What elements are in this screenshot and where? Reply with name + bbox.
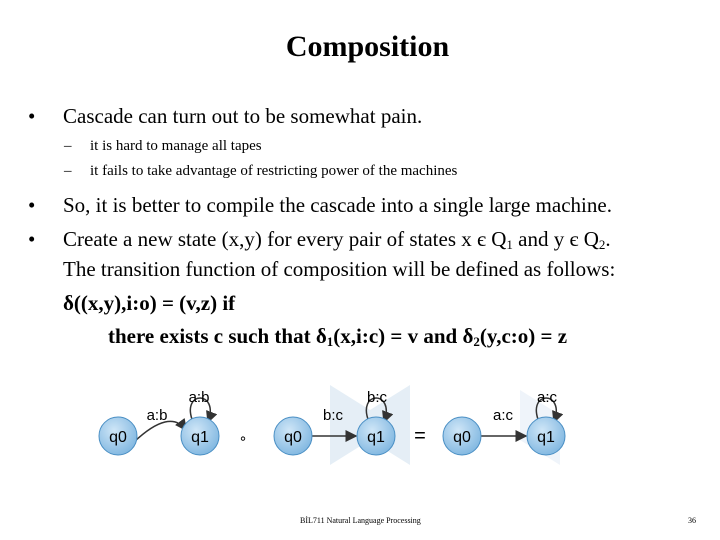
definition-line: The transition function of composition will be defined as follows: xyxy=(63,257,616,281)
bullet-text: Cascade can turn out to be somewhat pain. xyxy=(63,104,423,128)
state-label: q0 xyxy=(109,429,127,446)
equals-operator: = xyxy=(414,425,426,447)
sub-item-text: it is hard to manage all tapes xyxy=(90,138,262,154)
loop-label: b:c xyxy=(366,389,388,406)
formula-line: δ((x,y),i:o) = (v,z) if xyxy=(63,291,236,315)
page-number: 36 xyxy=(688,516,696,525)
condition-line xyxy=(108,323,567,349)
bullet-marker: • xyxy=(28,227,36,251)
q-subscript-2: 2 xyxy=(598,237,606,252)
delta-subscript-1: 1 xyxy=(326,334,334,349)
state-label: q0 xyxy=(453,429,471,446)
dash-marker: – xyxy=(64,163,72,179)
edge-label: a:c xyxy=(492,407,514,424)
and-y-text: and y є Q xyxy=(512,227,599,251)
sub-item-restricting xyxy=(64,162,457,180)
edge-label: a:b xyxy=(146,407,168,424)
fst-machine-3 xyxy=(443,389,565,455)
bullet-marker: • xyxy=(28,104,36,128)
sub-item-tapes xyxy=(64,137,262,155)
loop-label: a:b xyxy=(188,389,210,406)
condition-part2: (x,i:c) = v and δ xyxy=(333,324,474,348)
sub-item-text: it fails to take advantage of restricting power of the machines xyxy=(90,163,458,179)
bullet-marker: • xyxy=(28,193,36,217)
footer-course: BİL711 Natural Language Processing xyxy=(300,516,421,525)
new-state-text: Create a new state (x,y) for every pair of states x є Q xyxy=(63,227,507,251)
bullet-text xyxy=(63,226,611,252)
condition-part3: (y,c:o) = z xyxy=(479,324,568,348)
delta-subscript-2: 2 xyxy=(473,334,480,349)
q-subscript-1: 1 xyxy=(506,237,513,252)
state-label: q1 xyxy=(191,429,209,446)
period: . xyxy=(605,227,611,251)
state-label: q0 xyxy=(284,429,302,446)
state-label: q1 xyxy=(537,429,555,446)
loop-label: a:c xyxy=(536,389,558,406)
compose-operator: ∘ xyxy=(238,431,248,447)
slide-title: Composition xyxy=(285,30,450,63)
dash-marker: – xyxy=(64,138,72,154)
edge-label: b:c xyxy=(322,407,344,424)
transition-arrow xyxy=(134,421,186,442)
state-label: q1 xyxy=(367,429,385,446)
bullet-text: So, it is better to compile the cascade into a single large machine. xyxy=(63,193,612,217)
fst-machine-1 xyxy=(99,389,219,455)
condition-part1: there exists c such that δ xyxy=(108,324,327,348)
fst-composition-diagram xyxy=(0,370,720,480)
